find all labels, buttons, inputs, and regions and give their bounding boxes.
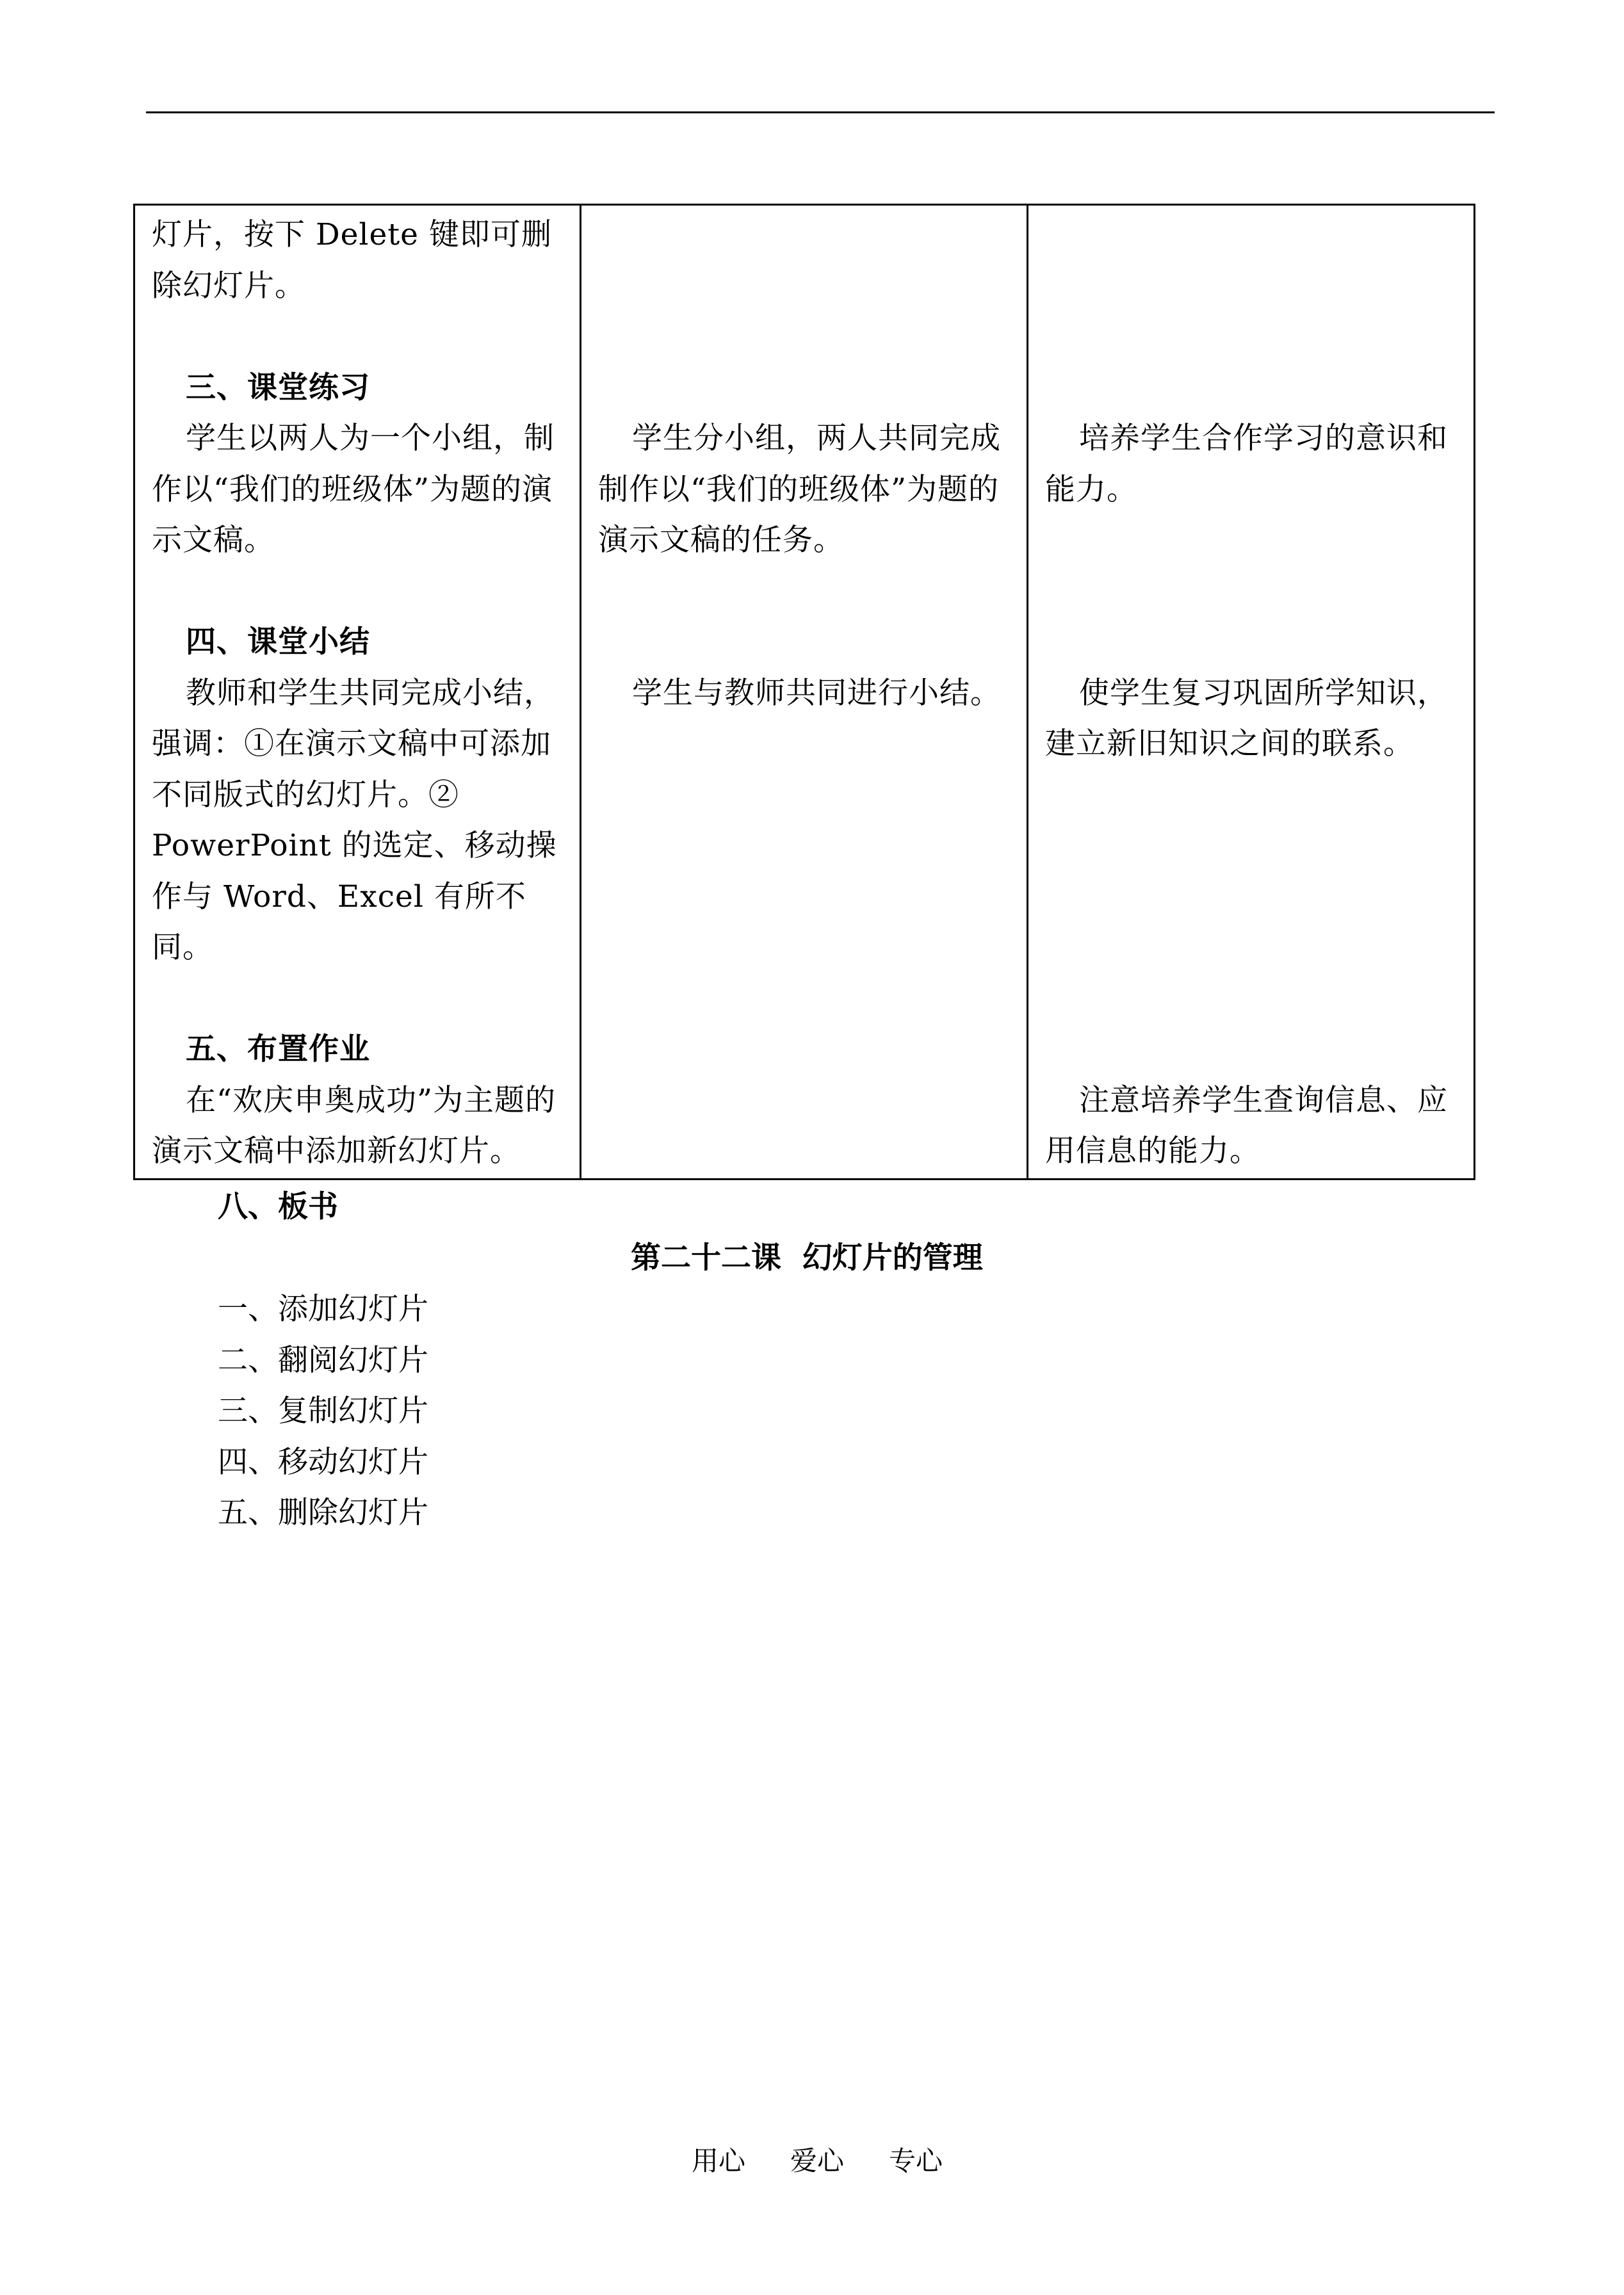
teaching-content-cell — [134, 205, 581, 1180]
summary-text: 教师和学生共同完成小结，强调：①在演示文稿中可添加不同版式的幻灯片。② PowerPoint 的选定、移动操作与 Word、Excel 有所不同。 — [152, 675, 557, 965]
board-lesson-title: 第二十二课 幻灯片的管理 — [631, 1240, 983, 1276]
section-heading-homework: 五、布置作业 — [186, 1032, 370, 1067]
student-summary-text: 学生与教师共同进行小结。 — [632, 675, 1001, 711]
homework-text: 在“欢庆申奥成功”为主题的演示文稿中添加新幻灯片。 — [152, 1082, 556, 1169]
carry-over-line: 除幻灯片。 — [152, 268, 305, 304]
practice-text: 学生以两人为一个小组，制作以“我们的班级体”为题的演示文稿。 — [152, 421, 555, 558]
list-item: 五、删除幻灯片 — [218, 1495, 428, 1530]
footer-motto — [692, 2142, 943, 2180]
header-rule — [146, 111, 1495, 113]
student-practice-text: 学生分小组，两人共同完成制作以“我们的班级体”为题的演示文稿的任务。 — [598, 421, 1001, 558]
section-heading-practice: 三、课堂练习 — [186, 369, 370, 405]
list-item: 四、移动幻灯片 — [218, 1444, 428, 1480]
carry-over-line: 灯片，按下 Delete 键即可删 — [152, 217, 552, 252]
design-intent-cell — [1028, 205, 1475, 1180]
board-heading: 八、板书 — [218, 1189, 338, 1224]
table-row — [134, 205, 1475, 1180]
intent-homework-text: 注意培养学生查询信息、应用信息的能力。 — [1045, 1082, 1448, 1169]
footer-word: 爱心 — [790, 2145, 845, 2177]
board-list — [218, 1284, 428, 1539]
section-heading-summary: 四、课堂小结 — [186, 624, 370, 660]
intent-summary-text: 使学生复习巩固所学知识，建立新旧知识之间的联系。 — [1045, 675, 1448, 761]
list-item: 一、添加幻灯片 — [218, 1292, 428, 1327]
list-item: 三、复制幻灯片 — [218, 1393, 428, 1429]
student-activity-cell — [581, 205, 1028, 1180]
intent-practice-text: 培养学生合作学习的意识和能力。 — [1045, 421, 1448, 507]
footer-word: 专心 — [889, 2145, 943, 2177]
lesson-plan-table — [133, 204, 1475, 1180]
list-item: 二、翻阅幻灯片 — [218, 1342, 428, 1378]
footer-word: 用心 — [692, 2145, 746, 2177]
